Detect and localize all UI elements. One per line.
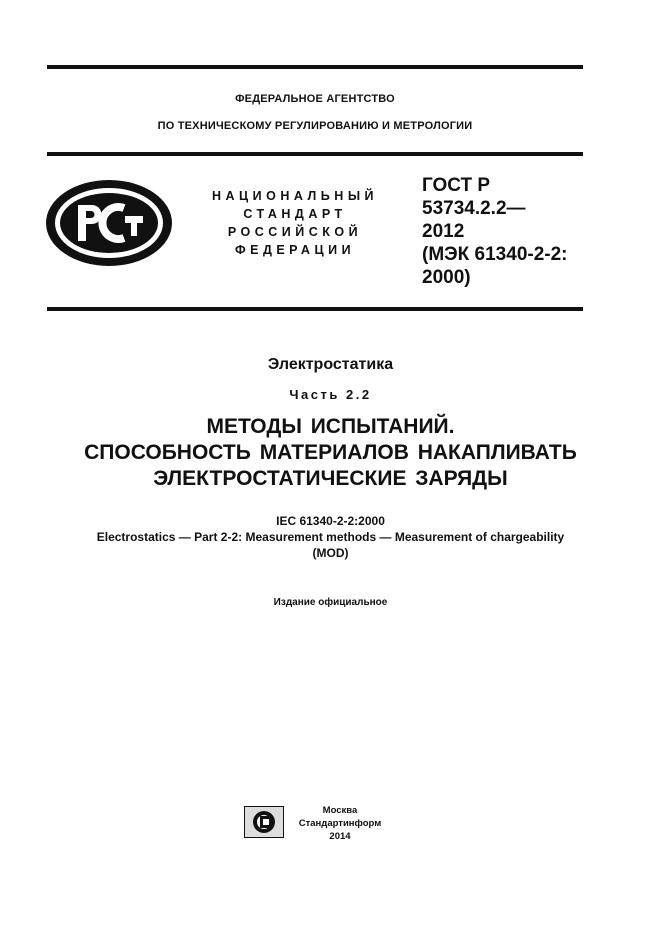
publisher-city: Москва [322,805,358,816]
publisher-name: Стандартинформ [298,818,382,829]
standard-designation [422,174,592,289]
document-subject: Электростатика [267,356,394,373]
title-line: МЕТОДЫ ИСПЫТАНИЙ. [206,415,455,438]
designation-line: ГОСТ Р [422,175,491,196]
top-rule [47,65,583,69]
designation-line: 53734.2.2— [422,198,526,219]
standartinform-icon [244,806,284,838]
title-line: СПОСОБНОСТЬ МАТЕРИАЛОВ НАКАПЛИВАТЬ [84,441,577,464]
document-title [20,414,641,492]
national-standard-line: СТАНДАРТ [243,207,347,221]
international-reference [20,513,641,561]
publisher-year: 2014 [329,831,351,842]
iec-code: IEC 61340-2-2:2000 [276,514,385,528]
document-part: Часть 2.2 [289,387,372,402]
header-rule [47,152,583,156]
designation-line: 2012 [422,221,465,242]
header-bottom-rule [47,307,583,311]
title-line: ЭЛЕКТРОСТАТИЧЕСКИЕ ЗАРЯДЫ [153,467,508,490]
national-standard-line: ФЕДЕРАЦИИ [234,243,356,257]
designation-line: 2000) [422,267,471,288]
national-standard-line: РОССИЙСКОЙ [227,225,363,239]
iec-title: Electrostatics — Part 2-2: Measurement methods — Measurement of chargeability [96,530,565,544]
publisher-info [294,804,386,843]
rst-certification-mark-icon [44,178,174,268]
agency-line-2: ПО ТЕХНИЧЕСКОМУ РЕГУЛИРОВАНИЮ И МЕТРОЛОГИИ [157,120,473,132]
designation-line: (МЭК 61340-2-2: [422,244,568,265]
agency-line-1: ФЕДЕРАЛЬНОЕ АГЕНТСТВО [235,93,395,105]
national-standard-line: НАЦИОНАЛЬНЫЙ [211,189,379,203]
national-standard-label [200,187,390,259]
edition-label: Издание официальное [273,597,388,608]
modification-note: (MOD) [312,546,349,560]
